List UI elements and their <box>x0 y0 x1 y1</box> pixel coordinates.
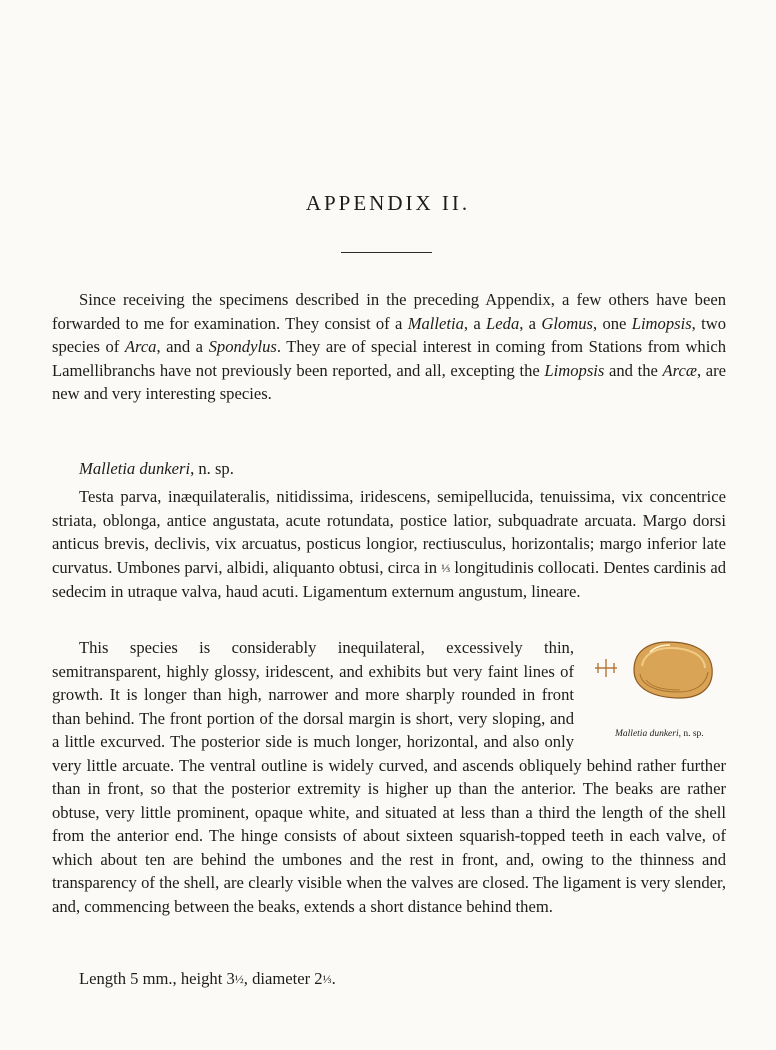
title-divider <box>341 252 432 253</box>
shell-icon <box>634 642 712 698</box>
scale-cross-icon <box>595 659 617 677</box>
shell-illustration <box>584 636 730 726</box>
intro-paragraph: Since receiving the specimens described in the preceding Appendix, a few others have been forwarded to me for examination. They consist of a Malletia, a Leda, a Glomus, one Limopsis, two species of Arca, and a Spondylus. They are of special interest in coming from Stations from which Lamellibranchs have not previously been reported, and all, excepting the Limopsis and the Arcæ, are new and very interesting species. <box>52 290 727 403</box>
latin-diagnosis: Testa parva, inæquilateralis, nitidissima, iridescens, semipellucida, tenuissima, vix concentrice striata, oblonga, antice angustata, acute rotundata, postice latior, subquadrate arcuata. Margo dorsi anticus brevis, declivis, vix arcuatus, posticus longior, rectiusculus, horizontalis; margo inferior late curvatus. Umbones parvi, albidi, aliquanto obtusi, circa in ⅓ longitudinis collocati. Dentes cardinis ad sedecim in utraque valva, haud acuti. Ligamentum externum angustum, lineare. <box>52 487 726 601</box>
figure-caption: Malletia dunkeri, n. sp. <box>615 729 704 739</box>
species-heading: Malletia dunkeri, n. sp. <box>79 459 234 478</box>
shell-figure <box>584 636 730 752</box>
page-title: APPENDIX II. <box>305 191 471 215</box>
species-name: Malletia dunkeri <box>79 459 191 478</box>
description-paragraph: Malletia dunkeri, n. sp. This species is considerably inequilateral, excessively thin, semitransparent, highly glossy, iridescent, and exhibits but very faint lines of growth. It is longer than high, narrower and more sharply rounded in front than behind. The front portion of the dorsal margin is short, very sloping, and a little excurved. The posterior side is much longer, horizontal, and also only very little arcuate. The ventral outline is widely curved, and ascends obliquely behind rather further than in front, so that the posterior extremity is higher up than the anterior. The beaks are rather obtuse, very little prominent, opaque white, and situated at less than a third the length of the shell from the anterior end. The hinge consists of about sixteen squarish-topped teeth in each valve, of which about ten are behind the umbones and the rest in front, and, owing to the thinness and transparency of the shell, are clearly visible when the valves are closed. The ligament is very slender, and, commencing between the beaks, extends a short distance behind them. <box>52 636 726 918</box>
measurements: Length 5 mm., height 3½, diameter 2⅓. <box>79 969 336 988</box>
